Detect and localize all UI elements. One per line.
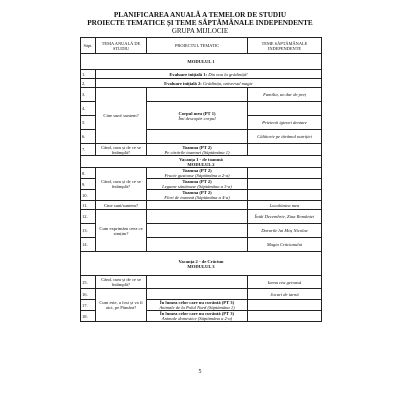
header-week: Săpt. [81,38,96,54]
weekly-theme-cell: Iarna cea geroasă [248,276,322,289]
week-number: 15. [81,276,96,289]
project-cell [147,238,248,252]
annual-theme-cell: Cum exprimăm ceea ce simțim? [96,210,147,252]
annual-theme-cell: Când, cum și de ce se întâmplă? [96,144,147,156]
week-number: 5. [81,116,96,130]
weekly-theme-cell [248,300,322,311]
weekly-theme-cell [248,311,322,322]
table-row [81,168,322,179]
module-1-label: MODULUL 1 [81,54,322,70]
week-number: 1. [81,70,96,79]
weekly-theme-cell [248,190,322,201]
project-cell: Toamna (PT 2) Legume sănătoase (Săptămâna a 3-a) [147,179,248,190]
project-cell [147,201,248,210]
weekly-theme-cell [248,179,322,190]
week-number: 6. [81,130,96,144]
week-number: 14. [81,238,96,252]
weekly-theme-cell: Prietenii igienei dentare [248,116,322,130]
week-number: 17. [81,300,96,311]
project-cell: În lumea celor care nu cuvântă (PT 3) Animale de la Polul Nord (Săptămâna 1) [147,300,248,311]
week-number: 9. [81,179,96,190]
project-cell [147,210,248,224]
weekly-theme-cell [248,144,322,156]
project-cell: Toamna (PT 2) Flori de toamnă (Săptămâna a 4-a) [147,190,248,201]
annual-theme-cell: Când, cum și de ce se întâmplă? [96,276,147,289]
table-row [81,276,322,289]
vacation-module-cell: Vacanța 2 - de Crăciun MODULUL 3 [81,252,322,276]
weekly-theme-cell: Magia Crăciunului [248,238,322,252]
weekly-theme-cell: Jocuri de iarnă [248,289,322,300]
week-number: 3. [81,88,96,102]
weekly-theme-cell [248,168,322,179]
project-cell: Corpul meu (PT 1) Îmi descopăr corpul [147,102,248,130]
annual-theme-cell: Cine sunt/ suntem? [96,88,147,144]
evaluation-cell: Evaluare inițială 1: Din nou la grădiniță! [96,70,322,79]
header-annual-theme: TEMA ANUALĂ DE STUDIU [96,38,147,54]
table-row [81,144,322,156]
project-cell: Toamna (PT 2) Pe cărările toamnei (Săptămâna 1) [147,144,248,156]
annual-theme-cell: Cum este, a fost și va fi aici, pe Pământ? [96,289,147,322]
vacation-module-cell: Vacanța 1 - de toamnă MODULUL 2 [81,156,322,168]
weekly-theme-cell [248,102,322,116]
week-number: 13. [81,224,96,238]
project-cell [147,130,248,144]
project-cell [147,88,248,102]
annual-theme-cell: Când, cum și de ce se întâmplă? [96,168,147,201]
week-number: 8. [81,168,96,179]
header-thematic-project: PROIECTUL TEMATIC [147,38,248,54]
page-number: 5 [198,369,202,375]
week-number: 4. [81,102,96,116]
table-row [81,289,322,300]
project-cell [147,289,248,300]
planning-table [80,37,322,322]
table-row [81,201,322,210]
weekly-theme-cell: Darurile lui Moș Nicolae [248,224,322,238]
annual-theme-cell: Cine sunt/suntem? [96,201,147,210]
vacation-row [81,252,322,276]
vacation-row [81,156,322,168]
header-weekly-themes: TEME SĂPTĂMÂNALE INDEPENDENTE [248,38,322,54]
table-row [81,88,322,102]
project-cell [147,276,248,289]
weekly-theme-cell: Călătorie pe tărâmul nutriției [248,130,322,144]
weekly-theme-cell: Localitatea mea [248,201,322,210]
project-cell: Toamna (PT 2) Fructe gustoase (Săptămâna a 2-a) [147,168,248,179]
evaluation-cell: Evaluare inițială 2: Grădinița, universul magic [96,79,322,88]
table-header-row [81,38,322,54]
week-number: 11. [81,201,96,210]
document-title: PLANIFICAREA ANUALĂ A TEMELOR DE STUDIU [113,11,287,19]
week-number: 16. [81,289,96,300]
week-number: 18. [81,311,96,322]
document-subtitle: PROIECTE TEMATICE ȘI TEME SĂPTĂMÂNALE INDEPENDENTE [87,19,313,27]
weekly-theme-cell: Familia, un dar de preț [248,88,322,102]
weekly-theme-cell: Întâi Decembrie, Ziua României [248,210,322,224]
week-number: 10. [81,190,96,201]
week-number: 7. [81,144,96,156]
week-number: 2. [81,79,96,88]
project-cell [147,224,248,238]
project-cell: În lumea celor care nu cuvântă (PT 3) Animale domestice (Săptămâna a 2-a) [147,311,248,322]
table-row [81,79,322,88]
module-row [81,54,322,70]
week-number: 12. [81,210,96,224]
table-row [81,70,322,79]
group-label: GRUPA MIJLOCIE [171,27,229,35]
table-row [81,210,322,224]
